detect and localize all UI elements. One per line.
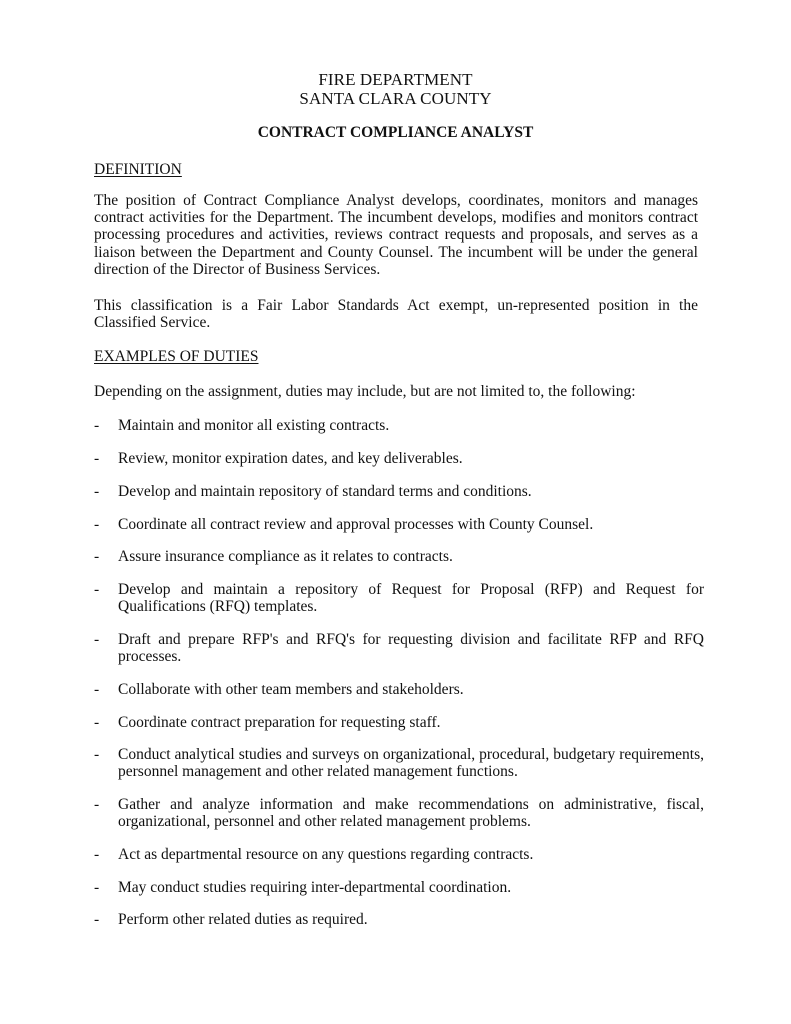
duty-item (94, 879, 704, 896)
duty-item (94, 548, 704, 565)
definition-heading: DEFINITION (94, 161, 182, 178)
duty-text: Develop and maintain repository of standard terms and conditions. (118, 483, 532, 500)
bullet-dash: - (94, 417, 100, 434)
duty-item (94, 714, 704, 731)
org-name-line1: FIRE DEPARTMENT (318, 70, 473, 89)
duties-intro: Depending on the assignment, duties may include, but are not limited to, the following: (94, 383, 636, 400)
duties-heading: EXAMPLES OF DUTIES (94, 348, 259, 365)
bullet-dash: - (94, 450, 100, 467)
duty-item (94, 911, 704, 928)
classification-paragraph: This classification is a Fair Labor Standards Act exempt, un-represented position in the Classified Service. (94, 297, 698, 332)
duty-item (94, 681, 704, 698)
document-header (0, 70, 791, 108)
bullet-dash: - (94, 631, 100, 648)
bullet-dash: - (94, 879, 100, 896)
definition-paragraph: The position of Contract Compliance Analyst develops, coordinates, monitors and manages contract activities for the Department. The incumbent develops, modifies and monitors contract processing procedures and activities, reviews contract requests and proposals, and serves as a liaison between the Department and County Counsel. The incumbent will be under the general direction of the Director of Business Services. (94, 192, 698, 278)
bullet-dash: - (94, 796, 100, 813)
duty-item (94, 581, 704, 615)
bullet-dash: - (94, 746, 100, 763)
bullet-dash: - (94, 846, 100, 863)
bullet-dash: - (94, 681, 100, 698)
duty-text: Review, monitor expiration dates, and key deliverables. (118, 450, 463, 467)
duty-text: Develop and maintain a repository of Request for Proposal (RFP) and Request for Qualifications (RFQ) templates. (118, 581, 704, 616)
duty-text: Gather and analyze information and make recommendations on administrative, fiscal, organizational, personnel and other related management problems. (118, 796, 704, 831)
duty-item (94, 796, 704, 830)
bullet-dash: - (94, 548, 100, 565)
duty-item (94, 746, 704, 780)
duty-text: Perform other related duties as required. (118, 911, 368, 928)
bullet-dash: - (94, 483, 100, 500)
bullet-dash: - (94, 911, 100, 928)
duty-text: Collaborate with other team members and stakeholders. (118, 681, 464, 698)
duty-text: Coordinate contract preparation for requesting staff. (118, 714, 441, 731)
duty-item (94, 483, 704, 500)
duty-item (94, 516, 704, 533)
duty-item (94, 846, 704, 863)
duty-item (94, 450, 704, 467)
duty-text: Act as departmental resource on any questions regarding contracts. (118, 846, 534, 863)
duty-item (94, 631, 704, 665)
org-name-line2: SANTA CLARA COUNTY (299, 89, 492, 108)
duty-text: Coordinate all contract review and approval processes with County Counsel. (118, 516, 594, 533)
duty-text: Draft and prepare RFP's and RFQ's for requesting division and facilitate RFP and RFQ processes. (118, 631, 704, 666)
bullet-dash: - (94, 516, 100, 533)
bullet-dash: - (94, 714, 100, 731)
duty-text: Assure insurance compliance as it relates to contracts. (118, 548, 453, 565)
duty-item (94, 417, 704, 434)
bullet-dash: - (94, 581, 100, 598)
duty-text: May conduct studies requiring inter-departmental coordination. (118, 879, 512, 896)
duty-text: Maintain and monitor all existing contracts. (118, 417, 390, 434)
position-title: CONTRACT COMPLIANCE ANALYST (257, 124, 534, 141)
duty-text: Conduct analytical studies and surveys on organizational, procedural, budgetary requirements, personnel management and other related management functions. (118, 746, 704, 781)
